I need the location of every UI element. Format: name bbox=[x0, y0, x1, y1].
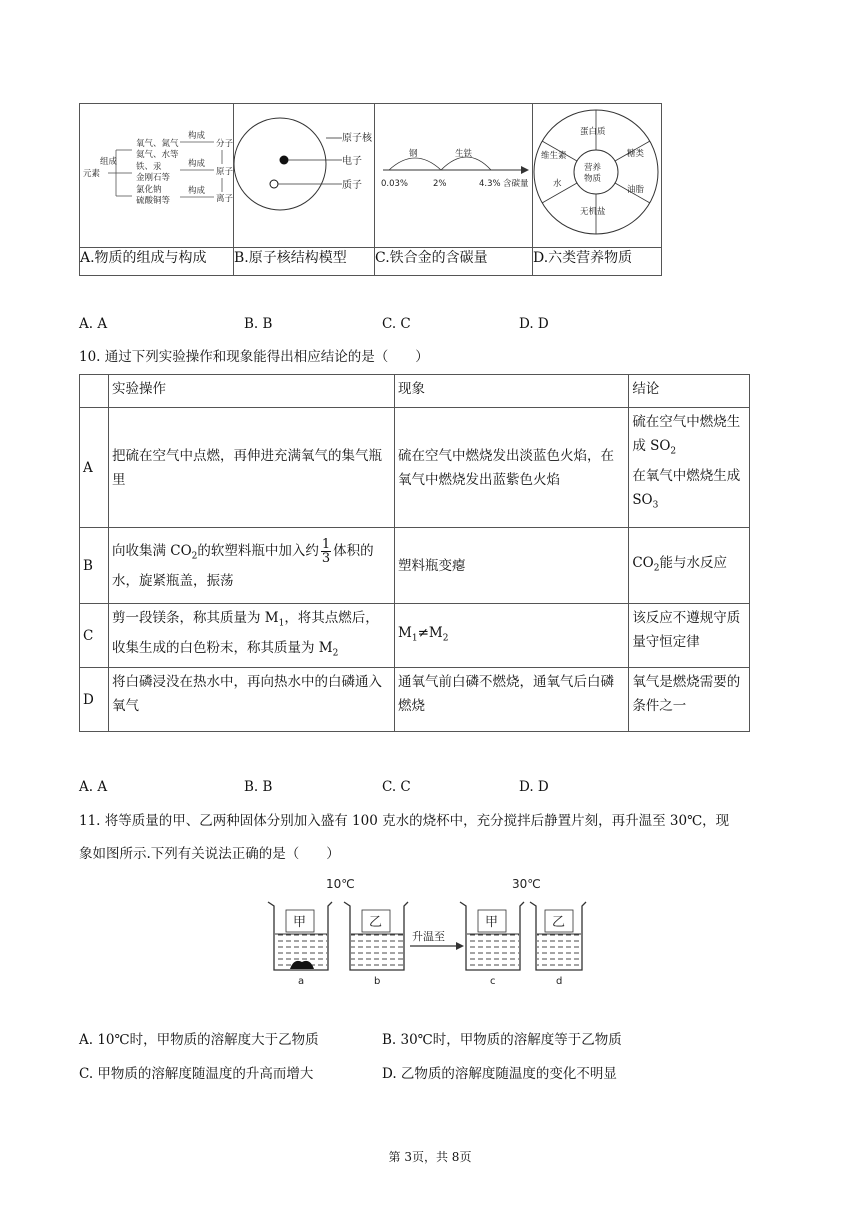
row-phenomenon: $M_1\ne M_2$ bbox=[395, 604, 629, 668]
svg-text:4.3%: 4.3% bbox=[479, 179, 501, 189]
q10-experiment-table bbox=[79, 374, 750, 732]
svg-text:蛋白质: 蛋白质 bbox=[580, 127, 606, 137]
row-conclusion: 氧气是燃烧需要的条件之一 bbox=[629, 668, 750, 732]
q9-option-d[interactable]: D. D bbox=[519, 316, 549, 332]
row-phenomenon: 塑料瓶变瘪 bbox=[395, 528, 629, 604]
beaker-letter-c: c bbox=[490, 976, 496, 987]
svg-text:营养: 营养 bbox=[584, 163, 602, 173]
svg-text:硫酸铜等: 硫酸铜等 bbox=[136, 196, 171, 206]
svg-text:分子: 分子 bbox=[216, 139, 233, 149]
label-element: 元素 bbox=[83, 169, 101, 179]
row-operation: 将白磷浸没在热水中，再向热水中的白磷通入氧气 bbox=[108, 668, 394, 732]
beaker-c bbox=[460, 902, 524, 970]
beaker-letter-d: d bbox=[556, 976, 563, 987]
row-operation: 把硫在空气中点燃，再伸进充满氧气的集气瓶里 bbox=[108, 408, 394, 528]
row-label: A bbox=[80, 408, 109, 528]
header-conclusion: 结论 bbox=[629, 375, 750, 408]
table-row-d bbox=[80, 668, 750, 732]
q10-option-b[interactable]: B. B bbox=[244, 779, 273, 795]
header-operation: 实验操作 bbox=[108, 375, 394, 408]
q11-option-d[interactable]: D. 乙物质的溶解度随温度的变化不明显 bbox=[382, 1066, 617, 1082]
svg-text:氦气、水等: 氦气、水等 bbox=[136, 150, 179, 160]
figure-a-composition-diagram bbox=[80, 104, 233, 243]
svg-text:维生素: 维生素 bbox=[541, 151, 567, 161]
svg-text:氧气、氮气: 氧气、氮气 bbox=[136, 139, 179, 149]
svg-text:甲: 甲 bbox=[485, 915, 499, 930]
header-phenomenon: 现象 bbox=[395, 375, 629, 408]
svg-text:金刚石等: 金刚石等 bbox=[136, 173, 171, 183]
row-conclusion: 硫在空气中燃烧生成 $SO_2$ 在氧气中燃烧生成 $SO_3$ bbox=[629, 408, 750, 528]
table-row-c bbox=[80, 604, 750, 668]
caption-d: D.六类营养物质 bbox=[533, 248, 662, 276]
row-label: C bbox=[80, 604, 109, 668]
caption-b: B.原子核结构模型 bbox=[234, 248, 375, 276]
figure-d-nutrient-wheel bbox=[533, 104, 661, 243]
svg-text:无机盐: 无机盐 bbox=[580, 207, 606, 217]
svg-text:2%: 2% bbox=[433, 179, 447, 189]
q9-option-a[interactable]: A. A bbox=[79, 316, 108, 332]
q9-option-c[interactable]: C. C bbox=[382, 316, 411, 332]
svg-text:水: 水 bbox=[553, 179, 562, 189]
caption-a: A.物质的组成与构成 bbox=[80, 248, 234, 276]
svg-text:构成: 构成 bbox=[188, 159, 206, 169]
row-phenomenon: 硫在空气中燃烧发出淡蓝色火焰，在氧气中燃烧发出蓝紫色火焰 bbox=[395, 408, 629, 528]
svg-text:铁、汞: 铁、汞 bbox=[136, 162, 162, 172]
fraction-one-third: $\frac{1}{3}$ bbox=[321, 537, 331, 567]
q9-figure-table bbox=[79, 103, 662, 276]
q9-option-b[interactable]: B. B bbox=[244, 316, 273, 332]
svg-text:电子: 电子 bbox=[342, 156, 362, 167]
q10-option-c[interactable]: C. C bbox=[382, 779, 411, 795]
svg-text:质子: 质子 bbox=[342, 180, 362, 191]
q10-stem: 10. 通过下列实验操作和现象能得出相应结论的是（ ） bbox=[79, 349, 429, 365]
q10-option-d[interactable]: D. D bbox=[519, 779, 549, 795]
table-row-b bbox=[80, 528, 750, 604]
header-blank bbox=[80, 375, 109, 408]
q11-option-b[interactable]: B. 30℃时，甲物质的溶解度等于乙物质 bbox=[382, 1032, 622, 1048]
q10-option-a[interactable]: A. A bbox=[79, 779, 108, 795]
q11-option-a[interactable]: A. 10℃时，甲物质的溶解度大于乙物质 bbox=[79, 1032, 319, 1048]
q11-beaker-figure bbox=[262, 872, 592, 994]
svg-text:糖类: 糖类 bbox=[627, 149, 645, 159]
beaker-b bbox=[344, 902, 408, 970]
svg-text:物质: 物质 bbox=[584, 174, 602, 184]
figure-c-cell bbox=[375, 104, 533, 248]
svg-text:原子: 原子 bbox=[216, 167, 233, 177]
svg-text:生铁: 生铁 bbox=[455, 149, 473, 159]
svg-text:乙: 乙 bbox=[552, 915, 566, 930]
page-footer: 第 3页，共 8页 bbox=[388, 1150, 472, 1164]
q11-option-c[interactable]: C. 甲物质的溶解度随温度的升高而增大 bbox=[79, 1066, 314, 1082]
row-conclusion: $CO_2$能与水反应 bbox=[629, 528, 750, 604]
figure-c-carbon-content-axis bbox=[375, 104, 532, 243]
heat-arrow-label: 升温至 bbox=[412, 930, 445, 943]
q11-stem-line2: 象如图所示.下列有关说法正确的是（ ） bbox=[79, 846, 340, 862]
svg-text:离子: 离子 bbox=[216, 194, 233, 204]
temp-30c: 30℃ bbox=[512, 877, 541, 891]
figure-d-cell bbox=[533, 104, 662, 248]
svg-text:含碳量: 含碳量 bbox=[503, 179, 529, 189]
beaker-letter-b: b bbox=[374, 976, 381, 987]
beaker-a bbox=[268, 902, 332, 970]
row-label: D bbox=[80, 668, 109, 732]
svg-text:原子核: 原子核 bbox=[342, 133, 372, 144]
beaker-letter-a: a bbox=[298, 976, 305, 987]
svg-text:氯化钠: 氯化钠 bbox=[136, 185, 162, 195]
caption-c: C.铁合金的含碳量 bbox=[375, 248, 533, 276]
beaker-d bbox=[530, 902, 586, 970]
svg-text:钢: 钢 bbox=[409, 149, 418, 159]
row-conclusion: 该反应不遵规守质量守恒定律 bbox=[629, 604, 750, 668]
svg-text:0.03%: 0.03% bbox=[381, 179, 409, 189]
svg-text:构成: 构成 bbox=[188, 186, 206, 196]
svg-text:组成: 组成 bbox=[100, 157, 118, 167]
row-operation: 剪一段镁条，称其质量为 $M_1$，将其点燃后，收集生成的白色粉末，称其质量为 $M_2$ bbox=[108, 604, 394, 668]
table-row-a bbox=[80, 408, 750, 528]
row-label: B bbox=[80, 528, 109, 604]
row-phenomenon: 通氧气前白磷不燃烧，通氧气后白磷燃烧 bbox=[395, 668, 629, 732]
temp-10c: 10℃ bbox=[326, 877, 355, 891]
svg-text:甲: 甲 bbox=[293, 915, 307, 930]
row-operation: 向收集满 $CO_2$的软塑料瓶中加入约 $\frac{1}{3}$ 体积的水，旋紧瓶盖，振荡 bbox=[108, 528, 394, 604]
figure-a-cell bbox=[80, 104, 234, 248]
q11-stem-line1: 11. 将等质量的甲、乙两种固体分别加入盛有 100 克水的烧杯中，充分搅拌后静置片刻，再升温至 30℃，现 bbox=[79, 813, 730, 829]
svg-text:构成: 构成 bbox=[188, 131, 206, 141]
figure-b-cell bbox=[234, 104, 375, 248]
svg-text:乙: 乙 bbox=[369, 915, 383, 930]
svg-text:油脂: 油脂 bbox=[627, 185, 645, 195]
figure-b-atom-model bbox=[234, 104, 374, 243]
